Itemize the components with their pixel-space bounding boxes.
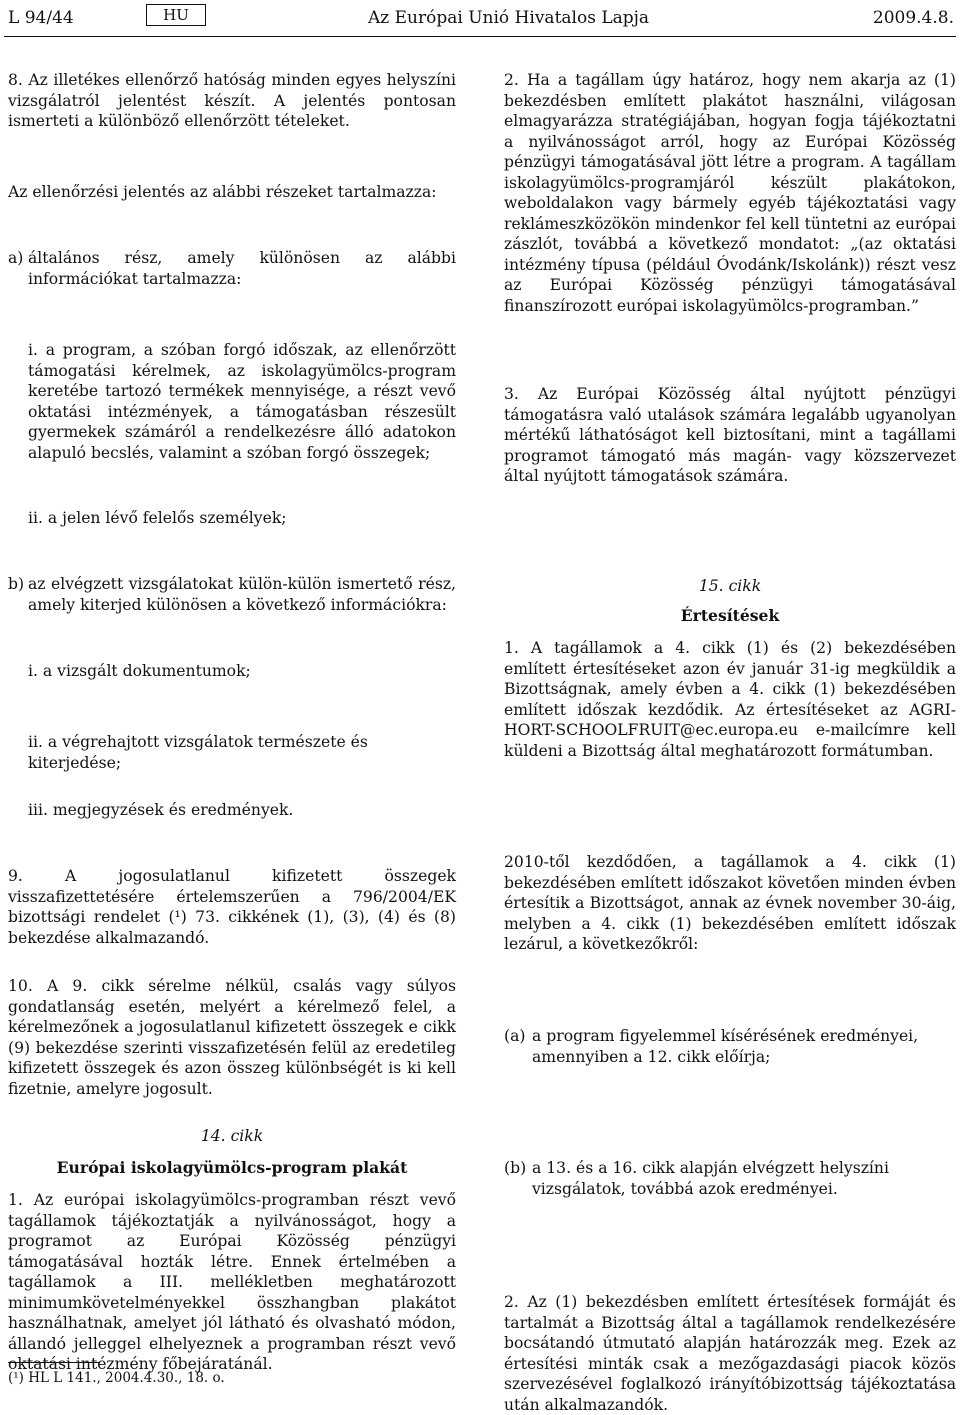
publication-date: 2009.4.8.: [872, 8, 954, 28]
article-14-paragraph-2: 2. Ha a tagállam úgy határoz, hogy nem akarja az (1) bekezdésben említett plakátot használni, világosan elmagyarázza stratégiájában, hogyan fogja tájékoztatni a nyilvánosságot arról, hogy az Európai Közösség pénzügyi támogatásával jött létre a program. A tagállam iskolagyümölcs-programjáról készült plakátokon, weboldalakon vagy bármely egyéb tájékoztatási vagy reklámeszközökön mindenkor fel kell tüntetni az európai zászlót, továbbá a következő mondatot: „(az oktatási intézmény típusa (például Óvodánk/Iskolánk)) részt vesz az Európai Közösség pénzügyi támogatásával finanszírozott európai iskolagyümölcs-programban.”: [504, 71, 956, 315]
article-14-title: Európai iskolagyümölcs-program plakát: [56, 1158, 408, 1177]
journal-title: Az Európai Unió Hivatalos Lapja: [368, 8, 650, 28]
footnote-rule: [8, 1362, 100, 1363]
item-b-ii: ii. a végrehajtott vizsgálatok természete és kiterjedése;: [28, 733, 368, 772]
page-header: [8, 4, 956, 28]
notification-item-b-text: a 13. és a 16. cikk alapján elvégzett helyszíni vizsgálatok, továbbá azok eredményei.: [532, 1159, 889, 1198]
report-contents-intro: Az ellenőrzési jelentés az alábbi részeket tartalmazza:: [8, 183, 437, 201]
notification-item-a-text: a program figyelemmel kísérésének eredményei, amennyiben a 12. cikk előírja;: [532, 1027, 919, 1066]
header-rule: [4, 36, 956, 37]
page-reference: L 94/44: [8, 8, 74, 28]
item-b-text: az elvégzett vizsgálatokat külön-külön ismertető rész, amely kiterjed különösen a következő információkra:: [28, 575, 456, 614]
paragraph-8: 8. Az illetékes ellenőrző hatóság minden egyes helyszíni vizsgálatról jelentést készít. A jelentés pontosan ismerteti a különböző ellenőrzött tételeket.: [8, 71, 456, 130]
item-b-i: i. a vizsgált dokumentumok;: [28, 662, 251, 680]
item-a-text: általános rész, amely különösen az alábbi információkat tartalmazza:: [28, 249, 456, 288]
item-b: [8, 574, 456, 615]
language-badge: HU: [146, 4, 206, 26]
article-15-number: 15. cikk: [698, 577, 762, 595]
notification-item-a: [504, 1026, 956, 1067]
item-a-ii: ii. a jelen lévő felelős személyek;: [28, 509, 287, 527]
article-15-paragraph-2: 2. Az (1) bekezdésben említett értesítések formáját és tartalmát a Bizottság által a tagállamok rendelkezésére bocsátandó útmutató alapján határozzák meg. Ezek az értesítési minták csak a mezőgazdasági piacok közös szervezésével foglalkozó irányítóbizottság tájékoztatása után alkalmazandók.: [504, 1293, 956, 1414]
article-15-title: Értesítések: [680, 606, 780, 625]
item-b-label: b): [8, 575, 25, 593]
item-a: [8, 248, 456, 289]
item-a-i: i. a program, a szóban forgó időszak, az ellenőrzött támogatási kérelmek, az iskolagyümölcs-program keretébe tartozó termékek mennyisége, a részt vevő oktatási intézmények, a támogatásban részesült gyermekek számáról a rendelkezésre álló adatokon alapuló becslés, valamint a szóban forgó összegek;: [28, 341, 456, 462]
footnote: (¹) HL L 141., 2004.4.30., 18. o.: [8, 1370, 225, 1386]
article-15-notification-intro: 2010-től kezdődően, a tagállamok a 4. cikk (1) bekezdésében említett időszakot követően minden évben értesítik a Bizottságot, annak az évnek november 30-áig, melyben a 4. cikk (1) bekezdésében említett időszak lezárul, a következőkről:: [504, 853, 956, 953]
article-15-paragraph-1: 1. A tagállamok a 4. cikk (1) és (2) bekezdésében említett értesítéseket azon év január 31-ig megküldik a Bizottságnak, amely évben a 4. cikk (1) bekezdésében említett időszak kezdődik. Az értesítéseket az AGRI-HORT-SCHOOLFRUIT@ec.europa.eu e-mailcímre kell küldeni a Bizottság által meghatározott formátumban.: [504, 639, 956, 760]
notification-item-a-label: (a): [504, 1027, 526, 1045]
item-b-iii: iii. megjegyzések és eredmények.: [28, 801, 294, 819]
notification-item-b-label: (b): [504, 1159, 527, 1177]
article-14-paragraph-3: 3. Az Európai Közösség által nyújtott pénzügyi támogatásra való utalások számára legalább ugyanolyan mértékű láthatóságot kell biztosítani, mint a tagállami programot támogató más magán- vagy közszervezet által nyújtott támogatások számára.: [504, 385, 956, 485]
article-14-number: 14. cikk: [200, 1127, 264, 1145]
item-a-label: a): [8, 249, 24, 267]
article-14-paragraph-1: 1. Az európai iskolagyümölcs-programban részt vevő tagállamok tájékoztatják a nyilvánosságot, hogy a programot az Európai Közösség pénzügyi támogatásával hozták létre. Ennek értelmében a tagállamok a III. mellékletben meghatározott minimumkövetelményekkel összhangban plakátot használhatnak, amelyet jól látható és olvasható módon, állandó jelleggel elhelyeznek a programban részt vevő oktatási intézmény főbejáratánál.: [8, 1191, 456, 1373]
paragraph-9: 9. A jogosulatlanul kifizetett összegek visszafizettetésére értelemszerűen a 796/2004/EK bizottsági rendelet (¹) 73. cikkének (1), (3), (4) és (8) bekezdése alkalmazandó.: [8, 867, 456, 947]
paragraph-10: 10. A 9. cikk sérelme nélkül, csalás vagy súlyos gondatlanság esetén, melyért a kérelmező felel, a kérelmezőnek a jogosulatlanul kifizetett összegek e cikk (9) bekezdése szerinti visszafizetésén felül az eredetileg kifizetett összegek és azon összeg különbségét is ki kell fizetnie, amelyre jogosult.: [8, 977, 456, 1098]
notification-item-b: [504, 1158, 956, 1199]
